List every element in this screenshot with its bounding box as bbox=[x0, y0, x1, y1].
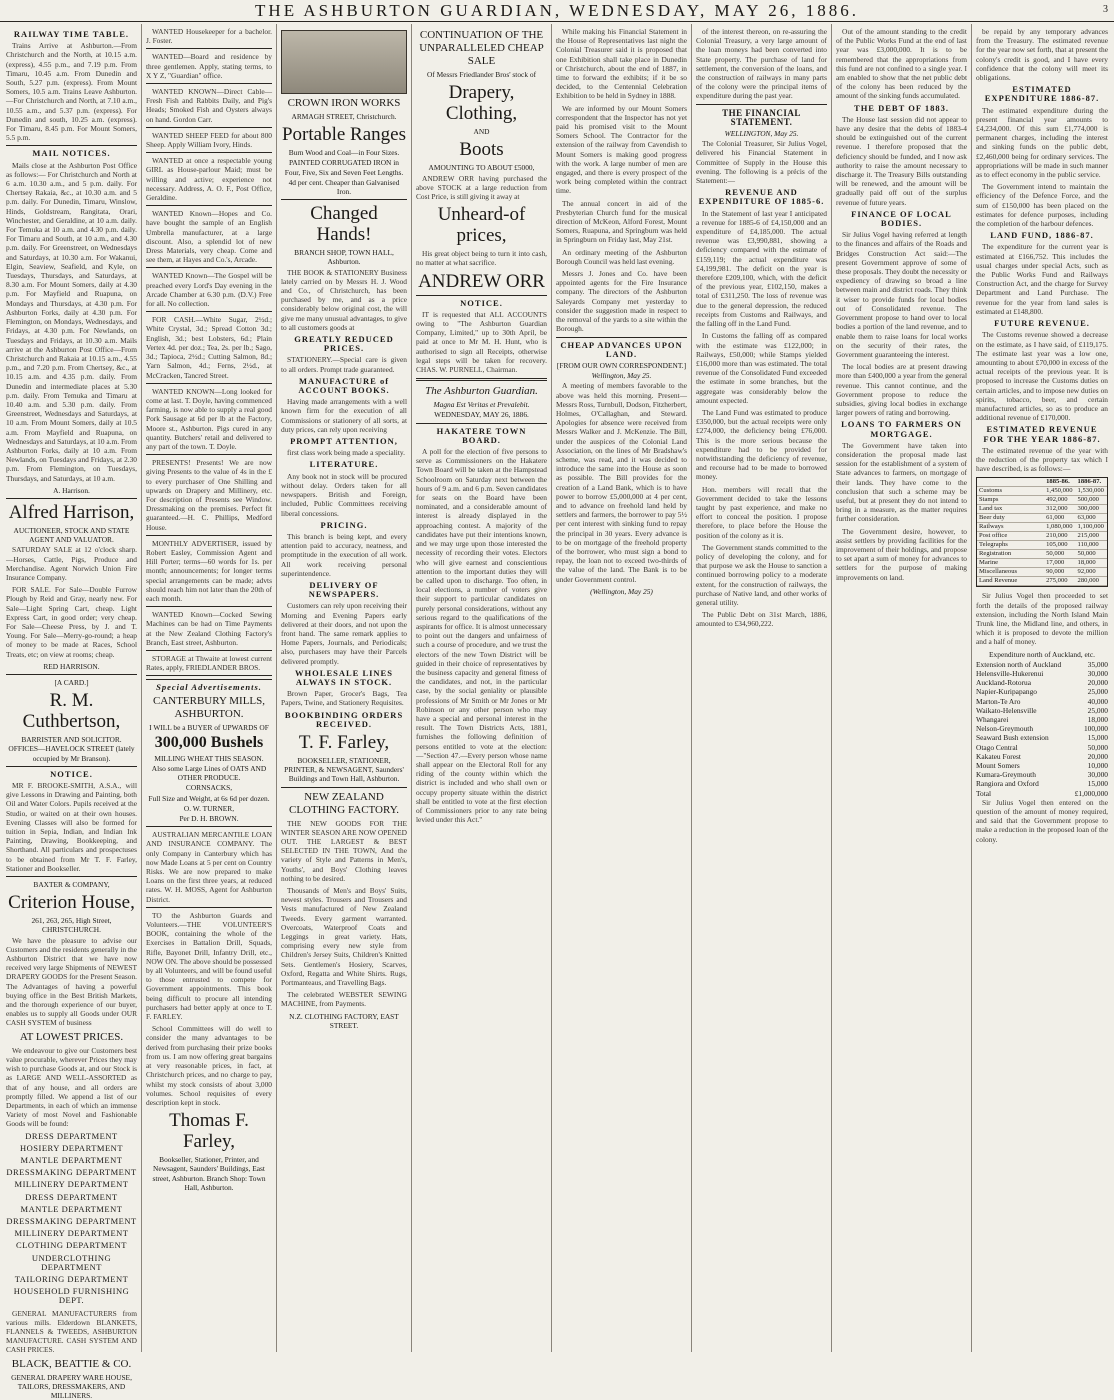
school-text: School Committees will do well to consider the many advantages to be derived from purchasing their prize books from us. I am now offering great bargains at very reasonable prices, in fact, at Christchurch prices, and no charge to pay, whilst my stock consists of about 3,000 volumes. School requisites of every description kept in stock. bbox=[146, 1024, 272, 1107]
list-item bbox=[976, 789, 1108, 798]
table-row bbox=[977, 568, 1107, 577]
alfred-text: SATURDAY SALE at 12 o'clock sharp.—Horses, Cattle, Pigs, Produce and Merchandise. Agent Norwich Union Fire Insurance Company. bbox=[6, 545, 137, 582]
list-item-value: 20,000 bbox=[1087, 678, 1108, 688]
list-item-label: Nelson-Greymouth bbox=[976, 724, 1034, 734]
finance-text-9: The Public Debt on 31st March, 1886, amounted to £34,960,222. bbox=[696, 610, 827, 629]
masthead-title: THE ASHBURTON GUARDIAN, WEDNESDAY, MAY 26, 1886. bbox=[255, 1, 859, 20]
divider bbox=[6, 876, 137, 877]
classified-ad: WANTED Known—The Gospel will be preached every Lord's Day evening in the Arcade Chamber at 6.30 p.m. (D.V.) Free for all. No collection. bbox=[146, 271, 272, 309]
table-cell: Land tax bbox=[979, 505, 1003, 513]
table-cell: 500,000 bbox=[1077, 496, 1099, 504]
delivery-text: Customers can rely upon receiving their Morning and Evening Papers early delivered at their doors, and not upon the front hand. The same remark applies to Home Papers, Journals, and Periodicals; also, purchasers may have their Parcels delivered promptly. bbox=[281, 601, 407, 666]
table-cell: 1,080,000 bbox=[1046, 523, 1073, 531]
page-columns bbox=[2, 24, 1112, 1400]
nz-text-2: Thousands of Men's and Boys' Suits, newest styles. Trousers and Trousers and Vests manufactured of New Zealand Tweeds. Every garment warranted. Overcoats, Waterproof Coats and Leggings in great variety. Hats, comprising every new style from Children's Jersey Suits, Children's Knitted Sets. Gentlemen's Hosiery, Scarves, Oxford, Regatta and White Shirts. Rugs, Portmanteaus, and Travelling Bags. bbox=[281, 886, 407, 988]
divider bbox=[146, 205, 272, 206]
list-item-label: Marton-Te Aro bbox=[976, 696, 1021, 706]
finance-col7-text-3: The House last session did not appear to have any desire that the debts of 1883-4 should be extinguished out of the current revenue. I therefore proposed that the deficiency should be funded, and I now ask authority to raise the amount necessary to discharge it. The Treasury Bills outstanding will be renewed, and the amount will be gradually paid off out of the surplus revenue of future years. bbox=[836, 114, 967, 207]
cuthbertson-heading: R. M. Cuthbertson, bbox=[22, 690, 121, 733]
crown-sub: ARMAGH STREET, Christchurch. bbox=[291, 112, 397, 121]
divider bbox=[6, 145, 137, 146]
table-cell: Beer duty bbox=[979, 514, 1005, 522]
news-text-3: The annual concert in aid of the Presbyterian Church fund for the musical direction of McKeon, Alford Forest, Mount Somers, Ruapuna, and Springburn was held in Springburn on Friday last, May 21st. bbox=[556, 198, 687, 245]
classified-ad: WANTED at once a respectable young GIRL as House-parlour Maid; must be willing and active; experience not necessary. Address, A. O. F., Post Office, Geraldine. bbox=[146, 156, 272, 203]
financial-dateline: WELLINGTON, May 25. bbox=[724, 129, 799, 139]
table-cell: 1886-87. bbox=[1077, 478, 1102, 486]
divider bbox=[146, 83, 272, 84]
list-item bbox=[976, 715, 1108, 724]
news-text-5: Messrs J. Jones and Co. have been appointed agents for the Fire Insurance company. The directors of the Ashburton Saleyards Company met yesterday to consider the suggestion made in respect to the removal of the yards to a site within the Borough. bbox=[556, 269, 687, 334]
article-text: A poll for the election of five persons to serve as Commissioners on the Hakatere Town Board will be taken at the Hampstead Schoolroom on Saturday next between the hours of 9 a.m. and 6 p.m. Seven candidates for seats on the Board have been nominated, and a considerable amount of interest is already displayed in the approaching contest. A majority of the candidates have put their intentions known, and we may urge upon those interested the necessity of recording their votes. Electors who will give earnest and conscientious attention to the important duties they will be called upon to discharge. Too often, in local elections, a number of voters give their support to particular candidates on purely personal considerations, without any serious regard to the qualifications of the aspirants for office. It is almost unnecessary to point out the dangers and unfairness of such a course of procedure, and we trust the electors of the new Town District will be guided in their choice of representatives by the business capacity and general fitness of the candidates, and not, in the particular case, by the social geniality or plausible professions of Mr Smith or Mr Jones or Mr Robinson or any other person who may have a special and personal interest in the result. The Town Districts Acts, 1881, furnishes the following definition of persons entitled to vote at the election:—"Section 47.—Every person whose name shall appear on the Electoral Roll for any riding of the county within which the district is included and who shall own or occupy property situate within the district shall be entitled to vote at the first election of Commissioners prior to any rate being levied under this Act." bbox=[416, 447, 547, 825]
table-cell: 105,000 bbox=[1046, 541, 1068, 549]
list-item bbox=[976, 770, 1108, 779]
criterion-text: We have the pleasure to advise our Customers and the residents generally in the Ashburton District that we have now received very large Shipments of NEWEST DRAPERY GOODS for the Present Season. The Advantages of having a powerful buying office in the Best British Markets, and the thorough experience of our buyer, enables us to supply all Goods under OUR CASH SYSTEM of business bbox=[6, 935, 137, 1028]
department-item: DRESS DEPARTMENT bbox=[25, 1191, 118, 1202]
list-item-value: 35,000 bbox=[1087, 659, 1108, 669]
table-cell: 492,000 bbox=[1046, 496, 1068, 504]
divider bbox=[146, 679, 272, 680]
classified-ads bbox=[146, 27, 272, 676]
pricing-text: This branch is being kept, and every attention paid to accuracy, neatness, and promptitude in the execution of all work. All work receiving personal superintendence. bbox=[281, 531, 407, 578]
classified-ad: WANTED Known—Hopes and Co. have bought the sample of an English Umbrella manufacturer, at a large discount. Also, a splendid lot of new Dress Materials, very cheap. Come and see them, at Hayes and Co.'s, Arcade. bbox=[146, 209, 272, 265]
list-item bbox=[976, 724, 1108, 733]
finance-text-1: of the interest thereon, on re-assuring the Colonial Treasury, a very large amount of the loan moneys had been converted into State property. The purchase of land for settlement, the conversion of the loans, and the construction of railways in many parts of the colony were the principal items of expenditure during the past year. bbox=[696, 27, 827, 101]
table-cell: 1,100,000 bbox=[1077, 523, 1104, 531]
finance-text-5: In Customs the falling off as compared with the estimate was £122,000; in Railways, £50,000; while Stamps yielded £16,000 more than was estimated. The total revenue of the Consolidated Fund exceeded the estimate in some branches, but the aggregate was considerably below the amount expected. bbox=[696, 331, 827, 405]
table-row bbox=[977, 514, 1107, 523]
andrew-text: ANDREW ORR having purchased the above STOCK at a large reduction from Cost Price, is still giving it away at bbox=[416, 173, 547, 202]
table-cell: 1885-86. bbox=[1046, 478, 1070, 486]
finance-col7-text-8: The Government have taken into consideration the proposal made last session for the establishment of a system of State advances to farmers, on mortgage of their lands. They have come to the conclusion that such a scheme may be useful, but at present they do not intend to bring in a measure, as the matter requires further consideration. bbox=[836, 440, 967, 524]
thomas-farley-heading: Thomas F. Farley, bbox=[169, 1110, 249, 1153]
list-item bbox=[976, 733, 1108, 742]
table-cell: Stamps bbox=[979, 496, 999, 504]
notice-text: MR F. BROOKE-SMITH, A.S.A., will give Lessons in Drawing and Painting, both Oil and Water Colors. Pupils received at the Studio, or waited on at their own houses. Evening Classes will also be formed for tuition in Sepia, Indian, and Indian Ink Painting, Drawing, Bookkeeping, and Shorthand. All particulars and prospectuses to be obtained from Mr T. F. Farley, Stationer and Bookseller. bbox=[6, 781, 137, 873]
department-item: DRESS DEPARTMENT bbox=[25, 1130, 118, 1141]
list-item-label: Whangarei bbox=[976, 714, 1009, 724]
list-item bbox=[976, 752, 1108, 761]
finance-col7-text-5: Sir Julius Vogel having referred at length to the finances and affairs of the Roads and Bridges Construction Act said:—The present Government approve of some of these proposals. They doubt the necessity or expediency of drawing so broad a line between main and district roads. They think it wiser to provide funds for local bodies out of Consolidated revenue. The Government propose to hand over to local bodies a portion of the land revenue, and to enable them to raise loans for local works on the security of their rates, the Government guaranteeing the interest. bbox=[836, 230, 967, 359]
cheap-advances-sub: [FROM OUR OWN CORRESPONDENT.] bbox=[556, 360, 687, 370]
amount-text: AMOUNTING TO ABOUT £5000, bbox=[428, 163, 535, 173]
classified-ad: WANTED Housekeeper for a bachelor. J. Foster. bbox=[146, 27, 272, 46]
classified-ad: FOR CASH.—White Sugar, 2½d.; White Crystal, 3d.; Spread Cotton 3d.; English, 3d.; best Lobsters, 6d.; Plain Vertex 4d. per doz.; Tea, 2s. per lb.; Sago, 3d.; Tapioca, 2½d.; Cutting Salmon, 8d.; Yarn Salmon, 4d.; Ferns, 2½d., at McCracken, Tancred Street. bbox=[146, 315, 272, 380]
divider bbox=[146, 152, 272, 153]
list-item-label: Mount Somers bbox=[976, 761, 1020, 770]
cheap-advances-sig: (Wellington, May 25) bbox=[590, 586, 653, 596]
financial-statement-heading: THE FINANCIAL STATEMENT. bbox=[722, 107, 801, 127]
drapery-heading: Drapery, Clothing, bbox=[445, 82, 518, 125]
list-item bbox=[976, 761, 1108, 770]
list-item-label: Extension north of Auckland bbox=[976, 659, 1062, 669]
list-item bbox=[976, 706, 1108, 715]
table-cell: Registration bbox=[979, 550, 1012, 558]
divider bbox=[146, 454, 272, 455]
table-row bbox=[977, 505, 1107, 514]
greatly-reduced: GREATLY REDUCED PRICES. bbox=[294, 334, 394, 354]
divider bbox=[6, 674, 137, 675]
table-cell: Miscellaneous bbox=[979, 568, 1018, 576]
list-item-value: 18,000 bbox=[1087, 714, 1108, 724]
list-item-label: Seaward Bush extension bbox=[976, 733, 1049, 743]
manufacture-text: Having made arrangements with a well known firm for the execution of all Commissions or stationery of all sorts, at duty prices, can rely upon receiving bbox=[281, 397, 407, 434]
table-row bbox=[977, 541, 1107, 550]
divider bbox=[146, 675, 272, 676]
table-cell: 210,000 bbox=[1046, 532, 1068, 540]
table-cell: 110,000 bbox=[1077, 541, 1099, 549]
news-text-1: While making his Financial Statement in the House of Representatives last night the Colonial Treasurer said it is proposed that one Exhibition shall take place in Dunedin or Christchurch, about the end of 1887, in time to forward the exhibits; if it be so decided, to the Centennial Celebration Exhibition to be held in Sydney in 1888. bbox=[556, 27, 687, 101]
paper-name: The Ashburton Guardian. bbox=[425, 385, 538, 398]
list-item-label: Total bbox=[976, 788, 992, 798]
table-cell: 1,530,000 bbox=[1077, 487, 1104, 495]
table-row bbox=[977, 496, 1107, 505]
divider bbox=[146, 311, 272, 312]
column-3 bbox=[277, 24, 412, 1352]
thomas-farley-sub: Bookseller, Stationer, Printer, and Newsagent, Saunders' Buildings, East street, Ashburton. Branch Shop: Town Hall, Ashburton. bbox=[152, 1155, 266, 1192]
delivery-heading: DELIVERY OF NEWSPAPERS. bbox=[308, 579, 380, 600]
branch-shop: BRANCH SHOP, TOWN HALL, Ashburton. bbox=[294, 248, 394, 267]
bushels-sub: MILLING WHEAT THIS SEASON. bbox=[154, 753, 264, 763]
card-label: [A CARD.] bbox=[54, 678, 89, 687]
debt-heading: THE DEBT OF 1883. bbox=[854, 102, 949, 113]
buyer-text: I WILL be a BUYER of UPWARDS OF bbox=[149, 722, 269, 732]
nz-signature: N.Z. CLOTHING FACTORY, EAST STREET. bbox=[289, 1011, 399, 1030]
rail-heading: RAILWAY TIME TABLE. bbox=[13, 29, 130, 39]
finance-col8-text-1: be repaid by any temporary advances from the Treasury. The estimated revenue for the year now set forth, that at present the colony's credit is good, and I have every confidence that the colony will meet its obligations. bbox=[976, 27, 1108, 83]
ranges-sub: Burn Wood and Coal—in Four Sizes. bbox=[288, 148, 400, 158]
table-cell bbox=[977, 478, 1044, 486]
classified-ad: WANTED SHEEP FEED for about 800 Sheep. Apply William Ivory, Hinds. bbox=[146, 130, 272, 150]
brown-signature: Per D. H. BROWN. bbox=[179, 814, 239, 824]
divider bbox=[146, 267, 272, 268]
table-cell: Railways bbox=[979, 523, 1004, 531]
book-business-text: THE BOOK & STATIONERY Business lately carried on by Messrs H. J. Wood and Co., of Christchurch, has been purchased by me, and as a price considerably below original cost, the will give me many unusual advantages, to give to all customers goods at bbox=[281, 267, 407, 332]
masthead bbox=[0, 0, 1114, 22]
lowest-text: We endeavour to give our Customers best value procurable, wherever Prices they may wish to purchase Goods at, and our Stock is as LARGE AND WELL-ASSORTED as that of any house, and all orders are promptly filled. We append a list of our Departments, in each of which an immense Variety of most Novel and Fashionable Goods will be found: bbox=[6, 1045, 137, 1129]
finance-col8-text-4: The expenditure for the current year is estimated at £166,752. This includes the usual charges under special Acts, such as the Public Works Fund and Railways Construction Act, and the charge for Survey Department and Land Purchase. The revenue for the year from land sales is estimated at £148,800. bbox=[976, 242, 1108, 316]
classified-ad: WANTED KNOWN—Long looked for come at last. T. Doyle, having commenced farming, is now able to supply a real good Pork Sausage at 6d per lb at the Factory, Moore st., Ashburton. Pigs cured in any quantity. Butchers' retail and delivered to any part of the town. T. Doyle. bbox=[146, 386, 272, 451]
mail-text: Mails close at the Ashburton Post Office as follows:— For Christchurch and North at 6 a.m. 10.30 a.m., and 5 p.m. daily. For Chertsey Rakaia, &c., at 10.30 a.m. and 5 p.m. daily. For Dunedin, Timaru, Winslow, Hinds, Goldstream, Rangitata, Orari, Winchester, and Geraldine, at 10 a.m. daily. For Temuka at 10 a.m. and 4.30 p.m. daily. For Timaru and South, at 10 a.m., and 4.30 p.m. daily. For Greenstreet, on Wednesdays and Saturdays, at 10.30 a.m. For Wakanui, Elgin, Seaview, Seafield, and Kyle, on Tuesdays, Thursdays, and Saturdays, at 8.30 a.m. For Mount Somers, daily at 4.30 p.m. For Mayfield and Ruapuna, on Mondays and Thursdays, at 4.30 p.m. For Ashburton Forks, daily at 4.30 p.m. For Flemington, on Mondays, Wednesdays, and Fridays, at 4.30 p.m. For Newlands, on Tuesdays and Fridays, at 10.30 a.m. Mails arrive at the Ashburton Post Office—From Christchurch and Rakaia at 10.15 a.m., 4.55 p.m., and 7.20 p.m. From Chertsey, &c., at 10.15 a.m. and 4.35 p.m. daily. From Dunedin and intermediate places at 5.30 p.m. daily. From Temuka and Timaru at 10.40 a.m. and 5.30 p.m. daily. From Greenstreet, Wednesdays and Saturdays, at 10 a.m. From Mount Somers, daily at 10.5 a.m. From Mayfield and Ruapuna, on Wednesdays and Saturdays, at 10 a.m. From Ashburton Forks, daily at 10 a.m. From Newlands, on Tuesdays and Fridays, at 2.30 p.m. From Flemington, on Tuesdays, Thursdays, and Saturdays, at 10 a.m. bbox=[6, 160, 137, 483]
divider bbox=[146, 535, 272, 536]
table-cell: 275,000 bbox=[1046, 577, 1068, 585]
list-item-value: 15,000 bbox=[1087, 733, 1108, 743]
department-list bbox=[6, 1132, 137, 1306]
divider bbox=[146, 907, 272, 908]
black-beattie-sub: GENERAL DRAPERY WARE HOUSE, TAILORS, DRESSMAKERS, AND MILLINERS. bbox=[11, 1372, 132, 1400]
finance-col8-text-2: The estimated expenditure during the present financial year amounts to £4,234,000. Of this sum £1,774,000 is permanent charges, including the interest and sinking funds on the public debt, £2,460,000 being for ordinary services. The appropriations will be made in such manner as to effect economy in the public service. bbox=[976, 105, 1108, 180]
classified-ad: WANTED Known—Cocked Sewing Machines can be had on Time Payments at the New Zealand Clothing Factory's Branch, East street, Ashburton. bbox=[146, 610, 272, 647]
also-text: Also some Large Lines of OATS AND OTHER PRODUCE. bbox=[151, 764, 267, 783]
list-item bbox=[976, 743, 1108, 752]
finance-col7-text-6: The local bodies are at present drawing more than £400,000 a year from the general revenue. This cannot continue, and the Government propose to reduce the subsidies, giving local bodies in exchange larger powers of rating and borrowing. bbox=[836, 362, 967, 418]
list-item-label: Napier-Kuripapango bbox=[976, 687, 1038, 697]
divider bbox=[146, 826, 272, 827]
rail-text: Trains Arrive at Ashburton.—From Christchurch and the North, at 10.15 a.m. (express), 4.55 p.m., and 7.19 p.m. From Timaru, 10.45 a.m. From Dunedin and South, 5.27 p.m. (express). From Mount Somers, 10.5 a.m. Trains Leave Ashburton.—For Christchurch and North, at 7.10 a.m., 10.55 a.m., and 5.37 p.m. (express). For Dunedin and south, 10.25 a.m. (express). For Timaru, 8.45 p.m. For Mount Somers, 5.5 p.m. bbox=[6, 41, 137, 143]
divider bbox=[696, 104, 827, 105]
table-cell: 61,000 bbox=[1046, 514, 1065, 522]
ranges-heading: Portable Ranges bbox=[281, 124, 406, 146]
list-item-value: 30,000 bbox=[1087, 668, 1108, 678]
divider bbox=[416, 378, 547, 381]
alfred-sub: AUCTIONEER, STOCK AND STATE AGENT AND VALUATOR. bbox=[13, 525, 130, 545]
revenue-heading: REVENUE AND EXPENDITURE OF 1885-6. bbox=[698, 187, 825, 207]
list-item bbox=[976, 669, 1108, 678]
table-row bbox=[977, 577, 1107, 586]
news-text-2: We are informed by our Mount Somers correspondent that the Inspector has not yet paid his promised visit to the Mount Somers School. The Contractor for the extension of the railway from Cavendish to Mount Somers is making good progress with the work. A large number of men are engaged, and there is every prospect of the work being completed within the contract time. bbox=[556, 103, 687, 196]
cheap-advances-dateline: Wellington, May 25. bbox=[591, 371, 652, 381]
lowest-prices: AT LOWEST PRICES. bbox=[19, 1030, 124, 1043]
finance-col7-text-9: The Government desire, however, to assist settlers by providing facilities for the improvement of their holdings, and propose to set apart a sum of money for advances to settlers for the purpose of making improvements on land. bbox=[836, 526, 967, 582]
table-cell: 280,000 bbox=[1077, 577, 1099, 585]
for-sale-text: FOR SALE. For Sale—Double Furrow Plough by Reid and Gray, nearly new. For Sale—Light Spring Cart, cheap. Light Express Cart, in good order; very cheap. For Sale—Cheese Press, by J. and T. Young. For Sale—Merry-go-round; a heap of money to be made at Races, School Treats, etc; on view at rooms; cheap. bbox=[6, 585, 137, 659]
notice-heading: NOTICE. bbox=[50, 768, 93, 779]
column-8 bbox=[972, 24, 1112, 1352]
nz-text-3: The celebrated WEBSTER SEWING MACHINE, from Payments. bbox=[281, 990, 407, 1009]
table-row bbox=[977, 550, 1107, 559]
divider bbox=[556, 337, 687, 338]
list-item-value: 25,000 bbox=[1087, 705, 1108, 715]
list-item bbox=[976, 697, 1108, 706]
canterbury-heading: CANTERBURY MILLS, ASHBURTON. bbox=[152, 694, 266, 720]
table-cell: 50,000 bbox=[1077, 550, 1096, 558]
column-1 bbox=[2, 24, 142, 1400]
price-line: 4d per cent. Cheaper than Galvanised Iron. bbox=[288, 177, 400, 197]
divider bbox=[6, 766, 137, 767]
department-item: HOSIERY DEPARTMENT bbox=[19, 1142, 124, 1153]
table-cell: Marine bbox=[979, 559, 999, 567]
expenditure-heading: ESTIMATED EXPENDITURE 1886-87. bbox=[984, 84, 1100, 104]
department-item: CLOTHING DEPARTMENT bbox=[16, 1240, 127, 1251]
finance-text-7: Hon. members will recall that the Government decided to take the lessons taught by past experience, and make no effort to conceal the position. I propose therefore, to place before the House the position of the colony as it is. bbox=[696, 484, 827, 540]
revenue-table bbox=[976, 477, 1108, 587]
nz-factory-heading: NEW ZEALAND CLOTHING FACTORY. bbox=[288, 790, 400, 816]
local-bodies-heading: FINANCE OF LOCAL BODIES. bbox=[851, 208, 952, 229]
classified-ad: MONTHLY ADVERTISER, issued by Robert Easley, Commission Agent and Hill Porter; terms—60 words for 1s. per month; announcements; for longer terms special arrangements can be made; advts should reach him not later than the 20th of each month. bbox=[146, 538, 272, 603]
list-item-value: £1,000,000 bbox=[1074, 788, 1108, 798]
dateline: WEDNESDAY, MAY 26, 1886. bbox=[434, 410, 529, 420]
table-cell: 300,000 bbox=[1077, 505, 1099, 513]
divider bbox=[146, 48, 272, 49]
bushels-heading: 300,000 Bushels bbox=[154, 733, 264, 751]
table-cell: Land Revenue bbox=[979, 577, 1018, 585]
divider bbox=[146, 606, 272, 607]
divider bbox=[281, 199, 407, 200]
continuation-heading: CONTINUATION OF THE UNPARALLELED CHEAP SALE bbox=[419, 29, 544, 67]
motto: Magna Est Veritas et Prevalebit. bbox=[433, 400, 530, 410]
table-row bbox=[977, 532, 1107, 541]
cornsacks-heading: CORNSACKS, bbox=[185, 783, 233, 793]
table-cell: 90,000 bbox=[1046, 568, 1065, 576]
turner-signature: O. W. TURNER, bbox=[183, 803, 235, 813]
finance-text-4: In the Statement of last year I anticipated a revenue for 1885-6 of £4,150,000 and an expenditure of £4,185,000. The actual revenue was £3,990,881, showing a deficiency compared with the estimate of £159,119; the actual expenditure was £4,199,981. The deficit on the year is therefore £209,100, which, with the deficit of the previous year, £102,150, makes a total of £311,250. The loss of revenue was due to the general depression, the reduced receipts from Customs and Railways, and the falling off in the Land Fund. bbox=[696, 208, 827, 329]
list-item-label: Kakateu Forest bbox=[976, 751, 1021, 761]
list-item bbox=[976, 678, 1108, 687]
bookbinding-heading: BOOKBINDING ORDERS RECEIVED. bbox=[284, 709, 404, 729]
list-item-label: Rangiora and Oxford bbox=[976, 779, 1039, 789]
list-item-value: 15,000 bbox=[1087, 779, 1108, 789]
pricing-heading: PRICING. bbox=[320, 519, 368, 530]
boots-heading: Boots bbox=[459, 139, 504, 161]
list-item-value: 100,000 bbox=[1083, 724, 1108, 734]
stationery-text: STATIONERY.—Special care is given to all orders. Prompt trade guaranteed. bbox=[281, 355, 407, 374]
farley-sub: BOOKSELLER, STATIONER, PRINTER, & NEWSAGENT, Saunders' Buildings and Town Hall, Ashburton. bbox=[284, 755, 404, 784]
department-item: TAILORING DEPARTMENT bbox=[14, 1273, 129, 1284]
finance-text-8: The Government stands committed to the policy of developing the colony, and for that purpose we ask the House to sanction a continued borrowing policy to a moderate extent, for the construction of railways, the purchase of Native land, and other works of general utility. bbox=[696, 542, 827, 607]
finance-col7-text-1: Out of the amount standing to the credit of the Public Works Fund at the end of last year was £3,000,000. It is to be remembered that the appropriations from this fund are not confined to a single year. I am enabled to show that the net public debt of the colony has been reduced by the amount of the sinking funds accumulated. bbox=[836, 27, 967, 101]
finance-col8-text-6: The estimated revenue of the year with the reduction of the property tax which I have described, is as follows:— bbox=[976, 445, 1108, 474]
department-item: DRESSMAKING DEPARTMENT bbox=[6, 1167, 137, 1178]
table-cell: Customs bbox=[979, 487, 1003, 495]
wholesale-heading: WHOLESALE LINES ALWAYS IN STOCK. bbox=[295, 667, 393, 687]
department-item: MANTLE DEPARTMENT bbox=[20, 1203, 123, 1214]
finance-col8-text-5: The Customs revenue showed a decrease on the estimate, as I have said, of £119,175. The estimate last year was a low one, amounting to about £70,000 in excess of the actual receipts of the previous year. It is proposed to increase the Customs duties on certain articles, and to impose new duties on spirits, tobacco, beer, and certain manufactured articles, so as to produce an additional revenue of £170,000. bbox=[976, 330, 1108, 423]
list-item-value: 20,000 bbox=[1087, 751, 1108, 761]
list-item-label: Waikato-Helensville bbox=[976, 705, 1037, 715]
column-6 bbox=[692, 24, 832, 1352]
news-text-4: An ordinary meeting of the Ashburton Borough Council was held last evening. bbox=[556, 247, 687, 266]
cheap-advances-text: A meeting of members favorable to the above was held this morning. Present—Messrs Ross, Turnbull, Dodson, Fitzherbert, Holmes, O'Callaghan, and Steward. Apologies for absence were received from Messrs Walker and J. McKenzie. The Bill, under the auspices of the Colonial Land Association, on the lines of Mr Bradshaw's scheme, was read, and it was decided to introduce the same into the House as soon as possible. The Bill provides for the creation of a Land Bank, which is to have power to borrow £5,000,000 at 4 per cent, and to advance on freehold land held by settlers and farmers, the borrower to pay 5½ per cent interest with sinking fund to repay the principal in 30 years. Every advance is to be on mortgage of the freehold property of the borrower, who must sign a bond to repay, the loan not to exceed two-thirds of the value of the land. The Bank is to be under Government control. bbox=[556, 381, 687, 584]
manufacture-heading: MANUFACTURE of ACCOUNT BOOKS. bbox=[298, 375, 390, 396]
loans-heading: LOANS TO FARMERS ON MORTGAGE. bbox=[841, 419, 962, 439]
footer-text: GENERAL MANUFACTURERS from various mills. Elderdown BLANKETS, FLANNELS & TWEEDS, ASHBURTON MANUFACTURE. CASH SYSTEM AND CASH PRICES. bbox=[6, 1308, 137, 1355]
nz-text: THE NEW GOODS FOR THE WINTER SEASON ARE NOW OPENED OUT. THE LARGEST & BEST SELECTED IN THE TOWN, And the variety of Style and Patterns in Men's, Youths', and Boys' Clothing leaves nothing to be desired. bbox=[281, 818, 407, 883]
list-item-value: 50,000 bbox=[1087, 742, 1108, 752]
divider bbox=[6, 498, 137, 499]
finance-text-6: The Land Fund was estimated to produce £350,000, but the actual receipts were only £274,000, the deficiency being £76,000. This is the more serious because the expenditure had to be provided for notwithstanding the deficiency of revenue, and recourse had to be made to borrowed money. bbox=[696, 407, 827, 482]
department-item: MILLINERY DEPARTMENT bbox=[14, 1228, 129, 1239]
finance-col8-text-3: The Government intend to maintain the efficiency of the Defence Force, and the sum of £150,000 has been placed on the estimates for defence purposes, including the completion of the harbour defences. bbox=[976, 182, 1108, 229]
railway-list-heading: Expenditure north of Auckland, etc. bbox=[989, 649, 1095, 659]
divider bbox=[281, 787, 407, 788]
list-item-label: Auckland-Rotorua bbox=[976, 678, 1032, 688]
finance-text-2: The Colonial Treasurer, Sir Julius Vogel, delivered his Financial Statement in Committee of Supply in the House this evening. The following is a précis of the Statement:— bbox=[696, 139, 827, 186]
baxter-label: BAXTER & COMPANY, bbox=[33, 880, 110, 890]
table-cell: 50,000 bbox=[1046, 550, 1065, 558]
table-cell: 63,000 bbox=[1077, 514, 1096, 522]
criterion-sub: 261, 263, 265, High Street, CHRISTCHURCH. bbox=[31, 916, 112, 935]
divider bbox=[416, 423, 547, 424]
table-cell: 312,000 bbox=[1046, 505, 1068, 513]
volunteer-book-text: TO the Ashburton Guards and Volunteers.—THE VOLUNTEER'S BOOK, containing the whole of the Exercises in Battalion Drill, Squads, Rifle, Bayonet Drill, Infantry Drill, etc., NOW ON. The above should be possessed by all Volunteers, and will be found useful to those entrusted to compete for Government appointments. This book being difficult to procure all intending purchasers had better apply at once to T. F. FARLEY. bbox=[146, 910, 272, 1022]
classified-ad: WANTED KNOWN—Direct Cable—Fresh Fish and Rabbits Daily, and Pig's Heads; Smoked Fish and Oysters always on hand. Gordon Carr. bbox=[146, 87, 272, 124]
red-harrison: RED HARRISON. bbox=[43, 661, 100, 671]
literature-heading: LITERATURE. bbox=[309, 459, 379, 470]
table-row bbox=[977, 478, 1107, 487]
page-number: 3 bbox=[1103, 4, 1108, 15]
table-cell: 17,000 bbox=[1046, 559, 1065, 567]
list-item-label: Kumara-Greymouth bbox=[976, 770, 1036, 780]
list-item-value: 25,000 bbox=[1087, 687, 1108, 697]
and-label: AND bbox=[473, 127, 490, 137]
classified-ad: STORAGE at Thwaite at lowest current Rates, apply, FRIEDLANDER BROS. bbox=[146, 653, 272, 673]
column-2 bbox=[142, 24, 277, 1352]
table-row bbox=[977, 487, 1107, 496]
list-item-label: Helensville-Hukerenui bbox=[976, 668, 1044, 678]
unheard-heading: Unheard-of prices, bbox=[437, 204, 526, 247]
divider bbox=[416, 295, 547, 296]
list-item bbox=[976, 779, 1108, 788]
list-item-value: 10,000 bbox=[1087, 761, 1108, 770]
wholesale-text: Brown Paper, Grocer's Bags, Tea Papers, Twine, and Stationery Requisites. bbox=[281, 689, 407, 708]
literature-text: Any book not in stock will be procured without delay. Orders taken for all newspapers. British and Foreign, included, Public Committees receiving liberal concessions. bbox=[281, 471, 407, 518]
amp-text: AUSTRALIAN MERCANTILE LOAN AND INSURANCE COMPANY. The only Company in Canterbury which has now Made Loans at 5 per cent on Country Risks. We are now prepared to make Loans on the first three years, at reduced rates. W. H. MOSS, Agent for Ashburton District. bbox=[146, 830, 272, 904]
prompt-heading: PROMPT ATTENTION, bbox=[290, 436, 398, 447]
list-item bbox=[976, 687, 1108, 696]
changed-hands-heading: Changed Hands! bbox=[310, 203, 378, 246]
black-beattie: BLACK, BEATTIE & CO. bbox=[11, 1357, 132, 1370]
table-row bbox=[977, 523, 1107, 532]
notice-heading-2: NOTICE. bbox=[460, 297, 503, 308]
table-cell: Telegraphs bbox=[979, 541, 1008, 549]
finance-col8-closing: Sir Julius Vogel then entered on the question of the amount of money required, and said that the Government propose to make a reduction in the proposed loan of the colony. bbox=[976, 797, 1108, 844]
divider bbox=[146, 383, 272, 384]
railway-list bbox=[976, 660, 1108, 798]
divider bbox=[146, 127, 272, 128]
department-item: MANTLE DEPARTMENT bbox=[20, 1154, 123, 1165]
future-revenue-heading: FUTURE REVENUE. bbox=[994, 318, 1090, 329]
crown-heading: CROWN IRON WORKS bbox=[287, 97, 401, 109]
classified-ad: PRESENTS! Presents! We are now giving Presents to the value of 4s in the £ to every purchaser of One Shilling and upwards on Drapery and Millinery, etc. For description of Presents see Window. Dressmaking on the premises. Perfect fit guaranteed.—H. C. Phillips, Medford House. bbox=[146, 458, 272, 532]
farley-heading: T. F. Farley, bbox=[298, 731, 390, 753]
divider bbox=[146, 650, 272, 651]
column-4 bbox=[412, 24, 552, 1352]
list-item-label: Otago Central bbox=[976, 742, 1018, 752]
harrison-signature: A. Harrison. bbox=[53, 485, 90, 495]
table-row bbox=[977, 559, 1107, 568]
finance-col8-text-7: Sir Julius Vogel then proceeded to set forth the details of the proposed railway extension, including the North Island Main Trunk line, the Midland line, and others, in which it is proposed to devote the million and a half of money. bbox=[976, 591, 1108, 647]
column-7 bbox=[832, 24, 972, 1352]
continuation-sub: Of Messrs Friedlander Bros' stock of bbox=[426, 70, 537, 79]
table-cell: 18,000 bbox=[1077, 559, 1096, 567]
land-fund-heading: LAND FUND, 1886-87. bbox=[990, 230, 1094, 241]
mail-heading: MAIL NOTICES. bbox=[32, 148, 111, 159]
article-heading: HAKATERE TOWN BOARD. bbox=[436, 425, 527, 445]
department-item: UNDERCLOTHING DEPARTMENT bbox=[31, 1252, 112, 1272]
table-cell: 92,000 bbox=[1077, 568, 1096, 576]
stove-illustration bbox=[281, 30, 407, 94]
painted-iron: PAINTED CORRUGATED IRON in Four, Five, Six and Seven Feet Lengths. bbox=[284, 158, 404, 177]
alfred-heading: Alfred Harrison, bbox=[8, 501, 135, 523]
his-object-text: His great object being to turn it into cash, no matter at what sacrifice. bbox=[416, 249, 547, 268]
estimated-revenue-heading: ESTIMATED REVENUE FOR THE YEAR 1886-87. bbox=[983, 424, 1101, 444]
criterion-heading: Criterion House, bbox=[8, 892, 135, 914]
classified-ad: WANTED—Board and residence by three gentlemen. Apply, stating terms, to X Y Z, "Guardian" office. bbox=[146, 52, 272, 80]
list-item bbox=[976, 660, 1108, 669]
list-item-value: 30,000 bbox=[1087, 770, 1108, 780]
cheap-advances-heading: CHEAP ADVANCES UPON LAND. bbox=[560, 339, 683, 359]
table-cell: Post office bbox=[979, 532, 1008, 540]
notice-text-2: IT is requested that ALL ACCOUNTS owing to "The Ashburton Guardian Company, Limited," up to 30th April, be paid at once to Mr M. H. Hunt, who is authorised to sign all Receipts, otherwise legal steps will be taken for recovery. CHAS. W. PURNELL, Chairman. bbox=[416, 309, 547, 375]
andrew-orr-heading: ANDREW ORR bbox=[418, 270, 545, 292]
prompt-text: first class work being made a speciality. bbox=[287, 448, 405, 458]
department-item: MILLINERY DEPARTMENT bbox=[14, 1179, 129, 1190]
special-heading: Special Advertisements. bbox=[156, 682, 262, 693]
cornsacks-sub: Full Size and Weight, at 6s 6d per dozen. bbox=[148, 793, 270, 803]
table-cell: 1,450,000 bbox=[1046, 487, 1073, 495]
table-cell: 215,000 bbox=[1077, 532, 1099, 540]
list-item-value: 40,000 bbox=[1087, 696, 1108, 706]
cuthbertson-sub: BARRISTER AND SOLICITOR. OFFICES—HAVELOCK STREET (lately occupied by Mr Branson). bbox=[8, 735, 135, 763]
department-item: HOUSEHOLD FURNISHING DEPT. bbox=[13, 1286, 130, 1306]
department-item: DRESSMAKING DEPARTMENT bbox=[6, 1215, 137, 1226]
column-5 bbox=[552, 24, 692, 1352]
